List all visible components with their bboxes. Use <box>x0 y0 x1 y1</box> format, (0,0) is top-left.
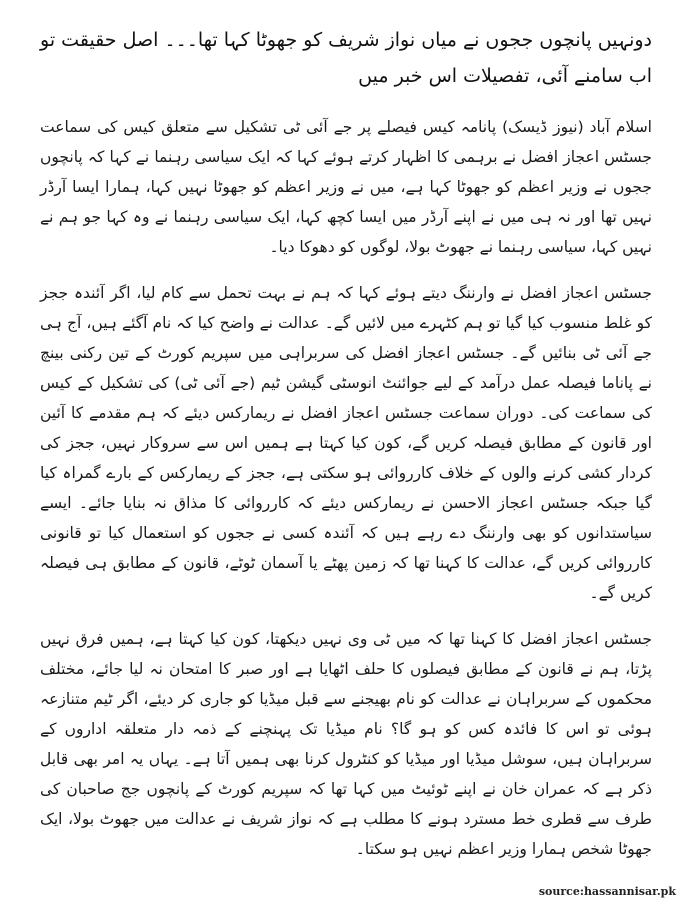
source-credit: source:hassannisar.pk <box>538 885 676 898</box>
article-paragraph-3: جسٹس اعجاز افضل کا کہنا تھا کہ میں ٹی وی نہیں دیکھتا، کون کیا کہتا ہے، ہمیں فرق نہیں پڑتا، ہم نے قانون کے مطابق فیصلوں کا حلف اٹھایا ہے اور صبر کا امتحان نہ لیا جائے، مختلف محکموں کے سربراہان نے عدالت کو نام بھیجنے سے قبل میڈیا کو جاری کر دیئے، اگر ٹیم متنازعہ ہوئی تو اس کا فائدہ کس کو ہو گا؟ نام میڈیا تک پہنچنے کے ذمہ دار متعلقہ اداروں کے سربراہان ہیں، سوشل میڈیا اور میڈیا کو کنٹرول کرنا بھی ہمیں آتا ہے۔ یہاں یہ امر بھی قابل ذکر ہے کہ عمران خان نے اپنے ٹوئیٹ میں کہا تھا کہ سپریم کورٹ کے پانچوں جج صاحبان کی طرف سے قطری خط مسترد ہونے کا مطلب ہے کہ نواز شریف نے عدالت میں جھوٹ بولا، ایک جھوٹا شخص ہمارا وزیر اعظم نہیں ہو سکتا۔ <box>40 630 652 858</box>
article-paragraph-1: اسلام آباد (نیوز ڈیسک) پانامہ کیس فیصلے پر جے آئی ٹی تشکیل سے متعلق کیس کی سماعت جسٹس اعجاز افضل نے برہمی کا اظہار کرتے ہوئے کہا کہ ایک سیاسی رہنما نے کہا کہ پانچوں ججوں نے وزیر اعظم کو جھوٹا کہا ہے، میں نے وزیر اعظم کو جھوٹا نہیں کہا، ہمارا ایسا آرڈر نہیں تھا اور نہ ہی میں نے اپنے آرڈر میں ایسا کچھ کہا، ایک سیاسی رہنما نے وہ کہا جو ہم نے نہیں کہا، سیاسی رہنما نے جھوٹ بولا، لوگوں کو دھوکا دیا۔ <box>40 118 652 256</box>
article-paragraph-2: جسٹس اعجاز افضل نے وارننگ دیتے ہوئے کہا کہ ہم نے بہت تحمل سے کام لیا، اگر آئندہ ججز کو غلط منسوب کیا گیا تو ہم کٹہرے میں لائیں گے۔ عدالت نے واضح کیا کہ نام آگئے ہیں، آج ہی جے آئی ٹی بنائیں گے۔ جسٹس اعجاز افضل کی سربراہی میں سپریم کورٹ کے تین رکنی بینچ نے پاناما فیصلہ عمل درآمد کے لیے جوائنٹ انوسٹی گیشن ٹیم (جے آئی ٹی) کی تشکیل کے کیس کی سماعت کی۔ دوران سماعت جسٹس اعجاز افضل نے ریمارکس دیئے کہ ہم مقدمے کا آئین اور قانون کے مطابق فیصلہ کریں گے، کون کیا کہتا ہے ہمیں اس سے سروکار نہیں، ججز کی کردار کشی کرنے والوں کے خلاف کارروائی ہو سکتی ہے، ججز کے ریمارکس کے بارے گمراہ کیا گیا جبکہ جسٹس اعجاز الاحسن نے ریمارکس دیئے کہ کارروائی کا مذاق نہ بنایا جائے۔ ایسے سیاستدانوں کو بھی وارننگ دے رہے ہیں کہ آئندہ کسی نے ججوں کو استعمال کیا تو قانونی کارروائی کریں گے، عدالت کا کہنا تھا کہ زمین پھٹے یا آسمان ٹوٹے، قانون کے مطابق ہی فیصلہ کریں گے۔ <box>40 284 652 602</box>
article-headline: دونہیں پانچوں ججوں نے میاں نواز شریف کو جھوٹا کہا تھا۔۔۔ اصل حقیقت تو اب سامنے آئی، تفصیلات اس خبر میں <box>40 29 652 87</box>
